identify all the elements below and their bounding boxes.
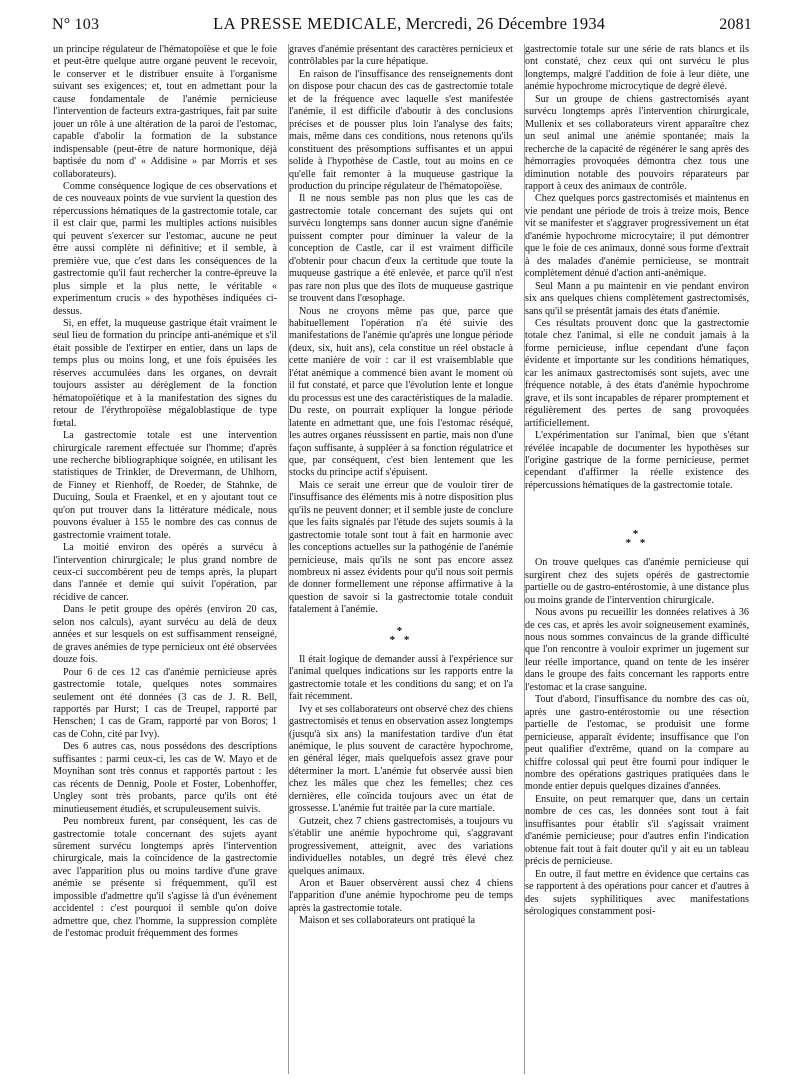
paragraph: On trouve quelques cas d'anémie pernicieuse qui surgirent chez des sujets opérés de gastrectomie partielle ou de gastro-entérostomie, à une distance plus ou moins grande de l'intervention chirurgicale. — [525, 557, 749, 606]
publication-title — [213, 14, 605, 34]
paragraph: Aron et Bauer observèrent aussi chez 4 chiens l'apparition d'une anémie hypochrome peu de temps après la gastrectomie totale. — [289, 878, 513, 914]
separator-star-top: * — [396, 624, 406, 637]
paragraph: Il ne nous semble pas non plus que les cas de gastrectomie totale concernant des sujets qui ont survécu longtemps sans donner aucun signe d'anémie puissent compter pour diminuer la valeur de la conception de Castle, car il est vraiment difficile d'obtenir pour chacun d'eux la certitude que toute la muqueuse gastrique a été enlevée, et parce qu'il n'est pas rare non plus que des îlots de muqueuse gastrique se trouvent dans l'œsophage. — [289, 193, 513, 305]
column-3 — [524, 44, 749, 1074]
column-1 — [53, 44, 277, 1074]
paragraph: Sur un groupe de chiens gastrectomisés ayant survécu longtemps après l'intervention chirurgicale, Mullenix et ses collaborateurs virent apparaître chez un seul animal une anémie spontanée; mais la recherche de la capacité de régénérer le sang après des hémorragies provoquées démontra chez tous une diminution notable des pouvoirs réparateurs par rapport à ceux des animaux de contrôle. — [525, 93, 749, 192]
paragraph: L'expérimentation sur l'animal, bien que s'étant révélée incapable de documenter les hypothèses sur l'origine gastrique de la forme pernicieuse, permet cependant d'affirmer la réelle existence des répercussions hématiques de la gastrectomie totale. — [525, 430, 749, 491]
paragraph: Des 6 autres cas, nous possédons des descriptions suffisantes : parmi ceux-ci, les cas de W. Mayo et de Moynihan sont très connus et rapportés partout : les cas récents de Dennig, Poole et Foster, Lobenhoffer, Ungley sont très probants, parce qu'ils ont été minutieusement étudiés, et scrupuleusement suivis. — [53, 741, 277, 815]
paragraph: Ivy et ses collaborateurs ont observé chez des chiens gastrectomisés et tenus en observation assez longtemps (jusqu'à six ans) la manifestation tardive d'un état anémique, le plus souvent de caractère hypochrome, en général léger, mais quelquefois assez grave pour déterminer la mort. L'anémie fut observée aussi bien chez les mâles que chez les femelles; chez ces dernières, elle coïncida toujours avec un état de grossesse. L'anémie fut traitée par la cure martiale. — [289, 703, 513, 815]
paragraph: Nous avons pu recueillir les données relatives à 36 de ces cas, et après les avoir soigneusement examinés, nous nous sommes convaincus de la grande difficulté que l'on rencontre à vouloir exprimer un jugement sur leur réelle importance, quand on tente de les insérer dans le groupe des faits concernant les rapports entre l'estomac et la crase sanguine. — [525, 607, 749, 693]
paragraph: Pour 6 de ces 12 cas d'anémie pernicieuse après gastrectomie totale, quelques notes sommaires seulement ont été données (3 cas de J. R. Bell, rapportés par Hurst; 1 cas de Treupel, rapporté par Henschen; 1 cas de Gram, rapporté par von Boros; 1 cas de Cohn, cité par Ivy). — [53, 666, 277, 740]
paragraph: Seul Mann a pu maintenir en vie pendant environ six ans quelques chiens complètement gastrectomisés, sans qu'il se présentât jamais des états d'anémie. — [525, 280, 749, 317]
page-header — [52, 14, 752, 40]
paragraph: gastrectomie totale sur une série de rats blancs et ils ont constaté, chez ceux qui ont survécu le plus longtemps, malgré l'addition de foie à leur diète, une anémie hypochrome microcytique de degré élevé. — [525, 44, 749, 93]
section-separator — [525, 530, 749, 548]
paragraph: Mais ce serait une erreur que de vouloir tirer de l'insuffisance des éléments mis à notre disposition plus qu'ils ne peuvent donner; et il semble juste de conclure que les faits signalés par l'étude des sujets soumis à la gastrectomie totale sont tout à fait en harmonie avec les conceptions actuelles sur la pathogénie de l'anémie pernicieuse, mais qu'ils ne sont pas encore assez nombreux ni assez évidents pour qu'il nous soit permis de donner formellement une réponse affirmative à la question de savoir si la gastrectomie totale conduit fatalement à l'anémie. — [289, 479, 513, 616]
section-gap — [525, 492, 749, 520]
paragraph: Peu nombreux furent, par conséquent, les cas de gastrectomie totale concernant des sujets ayant sûrement survécu longtemps après l'intervention chirurgicale, mais la coïncidence de la gastrectomie avec l'apparition plus ou moins tardive d'une grave anémie se présente si fréquemment, qu'il est impossible d'admettre qu'il s'agisse là d'un événement accidentel : c'est pourquoi il semble qu'on doive admettre que, chez l'homme, la suppression complète de l'estomac produit fréquemment des formes — [53, 816, 277, 940]
paragraph: La moitié environ des opérés a survécu à l'intervention chirurgicale; le plus grand nombre de ceux-ci succombèrent peu de temps après, la plupart dans l'année et demie qui suivit l'opération, par récidive de cancer. — [53, 542, 277, 603]
paragraph: Nous ne croyons même pas que, parce que habituellement l'opération n'a été suivie des manifestations de l'anémie qu'après une longue période (deux, six, huit ans), cela constitue un réel obstacle à cette manière de voir : car il est vraisemblable que l'état anémique a commencé bien avant le moment où il fut constaté, et parce que l'évolution lente et longue du processus est une des caractéristiques de la maladie. Du reste, on pourrait expliquer la longue période latente en admettant que, une fois l'estomac réséqué, les autres organes réussissent en partie, mais non d'une façon suffisante, à suppléer à sa fonction régulatrice et que, par conséquent, c'est bien lentement que les stocks du principe actif s'épuisent. — [289, 305, 513, 479]
paragraph: Comme conséquence logique de ces observations et de ces nouveaux points de vue survient la question des répercussions hématiques de la gastrectomie totale, car il est clair que, parmi les multiples actions nuisibles qui peuvent s'exercer sur l'estomac, aucune ne peut être aussi complète ni définitive; et il semble, à première vue, que c'est dans les conséquences de la gastrectomie qu'il faut rechercher la contre-épreuve la plus simple et la plus nette, le véritable « experimentum crucis » des hypothèses indiquées ci-dessus. — [53, 180, 277, 317]
paragraph: En outre, il faut mettre en évidence que certains cas se rapportent à des opérations pour cancer et d'autres à des sujets syphilitiques avec manifestations sérologiques constamment posi- — [525, 868, 749, 917]
separator-star-top: * — [632, 528, 642, 541]
paragraph: En raison de l'insuffisance des renseignements dont on dispose pour chacun des cas de gastrectomie totale et de la fréquence avec laquelle s'est manifestée l'anémie, il est difficile d'aboutir à des conclusions précises et de pousser plus loin l'analyse des faits; mais, même dans ces conditions, nous retenons qu'ils constituent des présomptions suffisantes et un appui solide à l'hypothèse de Castle, tout au moins en ce qu'elle fait remonter à la muqueuse gastrique la production du principe régulateur de l'hématopoïèse. — [289, 68, 513, 192]
paragraph: Ces résultats prouvent donc que la gastrectomie totale chez l'animal, si elle ne conduit jamais à la forme pernicieuse, influe cependant d'une façon évidente et importante sur les conditions hématiques, car les animaux gastrectomisés sont sujets, avec une fréquence notable, à des états d'anémie hypochrome grave, et ils sont incapables de réparer promptement et régulièrement des pertes de sang provoquées artificiellement. — [525, 317, 749, 429]
paragraph: Maison et ses collaborateurs ont pratiqué la — [299, 915, 476, 927]
page-number-left: N° 103 — [52, 16, 100, 33]
page-number-right: 2081 — [719, 16, 752, 33]
paragraph: graves d'anémie présentant des caractères pernicieux et contrôlables par la cure hépatique. — [289, 44, 513, 68]
paragraph: Chez quelques porcs gastrectomisés et maintenus en vie pendant une période de trois à treize mois, Bence vit se manifester et s'aggraver progressivement un état d'anémie hypochrome microcytaire; il put démontrer que le foie de ces animaux, donné sous forme d'extrait à des malades d'anémie pernicieuse, se montrait complètement dénué d'action anti-anémique. — [525, 193, 749, 280]
publication-name: LA PRESSE MEDICALE — [213, 14, 398, 33]
paragraph: Tout d'abord, l'insuffisance du nombre des cas où, après une gastro-entérostomie ou une résection partielle de l'estomac, se produisit une forme pernicieuse, apparaît évidente; insuffisance que l'on peut qualifier d'extrême, quand on la compare au chiffre colossal qui peut être fourni pour indiquer le nombre des opérations gastriques pratiquées dans le monde entier depuis quelques dizaines d'années. — [525, 694, 749, 793]
publication-date: , Mercredi, 26 Décembre 1934 — [397, 14, 606, 33]
separator-stars-bottom: * * — [625, 537, 649, 550]
paragraph: Ensuite, on peut remarquer que, dans un certain nombre de ces cas, les données sont tout à fait insuffisantes pour établir s'il s'agissait vraiment d'anémie pernicieuse; pour d'autres enfin l'indication obtenue fait tout à fait douter qu'il y ait eu un tableau précis de pernicieuse. — [525, 793, 749, 868]
paragraph: un principe régulateur de l'hématopoïèse et que le foie et peut-être quelque autre organe peuvent le recevoir, le conserver et le distribuer ensuite à l'organisme suivant ses exigences; et, tout en admettant pour la cause fondamentale de l'anémie pernicieuse l'intervention de facteurs extra-gastriques, fait par suite jouer un rôle à une altération de la paroi de l'estomac, capable d'abolir la formation de la substance indispensable (peut-être de nature hormonique, déjà baptisée du nom d' « Addisine » par Morris et ses collaborateurs). — [53, 44, 277, 180]
paragraph: Il était logique de demander aussi à l'expérience sur l'animal quelques indications sur les rapports entre la gastrectomie totale et les conditions du sang; et on l'a fait récemment. — [289, 653, 513, 703]
paragraph: La gastrectomie totale est une intervention chirurgicale rarement effectuée sur l'homme; d'après une recherche bibliographique soignée, en utilisant les statistiques de Trinkler, de Drevermann, de Uhlhorn, de Finney et Rienhoff, de Roeder, de Stahnke, de Ducuing, Soula et Fraenkel, et en y ajoutant tout ce qu'on put trouver dans la littérature médicale, nous pouvons évaluer à 155 le nombre des cas connus de gastrectomie vraiment totale. — [53, 430, 277, 541]
paragraph: Dans le petit groupe des opérés (environ 20 cas, selon nos calculs), ayant survécu au delà de deux années et sur lesquels on est suffisamment renseigné, de graves anémies de type pernicieux ont été observées douze fois. — [53, 604, 277, 666]
separator-stars-bottom: * * — [389, 633, 413, 646]
section-separator — [289, 624, 513, 646]
paragraph: Si, en effet, la muqueuse gastrique était vraiment le seul lieu de formation du principe anti-anémique et s'il était possible de l'extirper en entier, dans un laps de temps plus ou moins long, et une fois épuisées les réserves accumulées dans les organes, on devrait toujours assister au dérèglement de la fonction hématopoïétique et à la manifestation des signes du retour de l'érythropoïèse mégaloblastique de type fœtal. — [53, 317, 277, 429]
article-columns — [53, 44, 749, 1074]
paragraph: Gutzeit, chez 7 chiens gastrectomisés, a toujours vu s'établir une anémie hypochrome qui, s'aggravant progressivement, atteignit, avec des variations individuelles notables, un degré très élevé chez quelques animaux. — [289, 815, 513, 877]
column-2 — [288, 44, 513, 1074]
